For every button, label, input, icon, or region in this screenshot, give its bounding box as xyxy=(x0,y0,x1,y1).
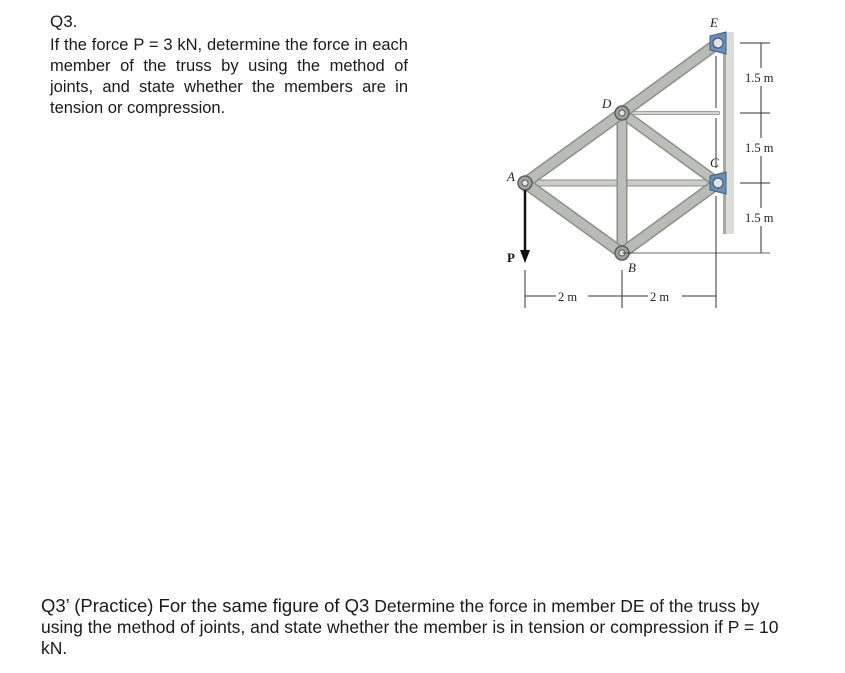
load-arrow-head xyxy=(520,250,530,263)
support-c xyxy=(710,172,726,194)
member-d-c-face xyxy=(622,113,718,183)
dim-label-v-3: 1.5 m xyxy=(745,211,774,225)
truss-members xyxy=(525,43,718,253)
member-a-b-face xyxy=(525,183,622,253)
practice-question xyxy=(41,595,801,659)
dim-label-h-2: 2 m xyxy=(650,290,670,304)
label-joint-d: D xyxy=(602,96,612,111)
joint-a-pin-core xyxy=(522,180,528,186)
member-d-e-face xyxy=(622,43,718,113)
member-b-c-face xyxy=(622,183,718,253)
label-joint-c: C xyxy=(710,155,719,170)
dim-label-v-2: 1.5 m xyxy=(745,141,774,155)
member-a-d-face xyxy=(525,113,622,183)
label-joint-e: E xyxy=(710,15,718,30)
question-heading: Q3. xyxy=(50,12,78,31)
dim-label-h-1: 2 m xyxy=(558,290,578,304)
support-e-pin xyxy=(713,38,723,48)
support-e xyxy=(710,32,726,54)
joint-d-pin-core xyxy=(619,110,625,116)
question-body: If the force P = 3 kN, determine the force in each member of the truss by using the method of joints, and state whether the members are in tension or compression. xyxy=(50,36,408,117)
dim-label-v-1: 1.5 m xyxy=(745,71,774,85)
label-load-p: P xyxy=(507,250,515,265)
practice-lead: Q3’ (Practice) For the same figure of Q3 xyxy=(41,595,370,616)
label-joint-b: B xyxy=(628,260,636,275)
practice-body: Determine the force in member DE of the truss by using the method of joints, and state whether the member is in tension or compression if P = 10 kN. xyxy=(41,596,779,658)
support-c-pin xyxy=(713,178,723,188)
label-joint-a: A xyxy=(507,169,515,184)
wall-edge xyxy=(723,32,726,234)
